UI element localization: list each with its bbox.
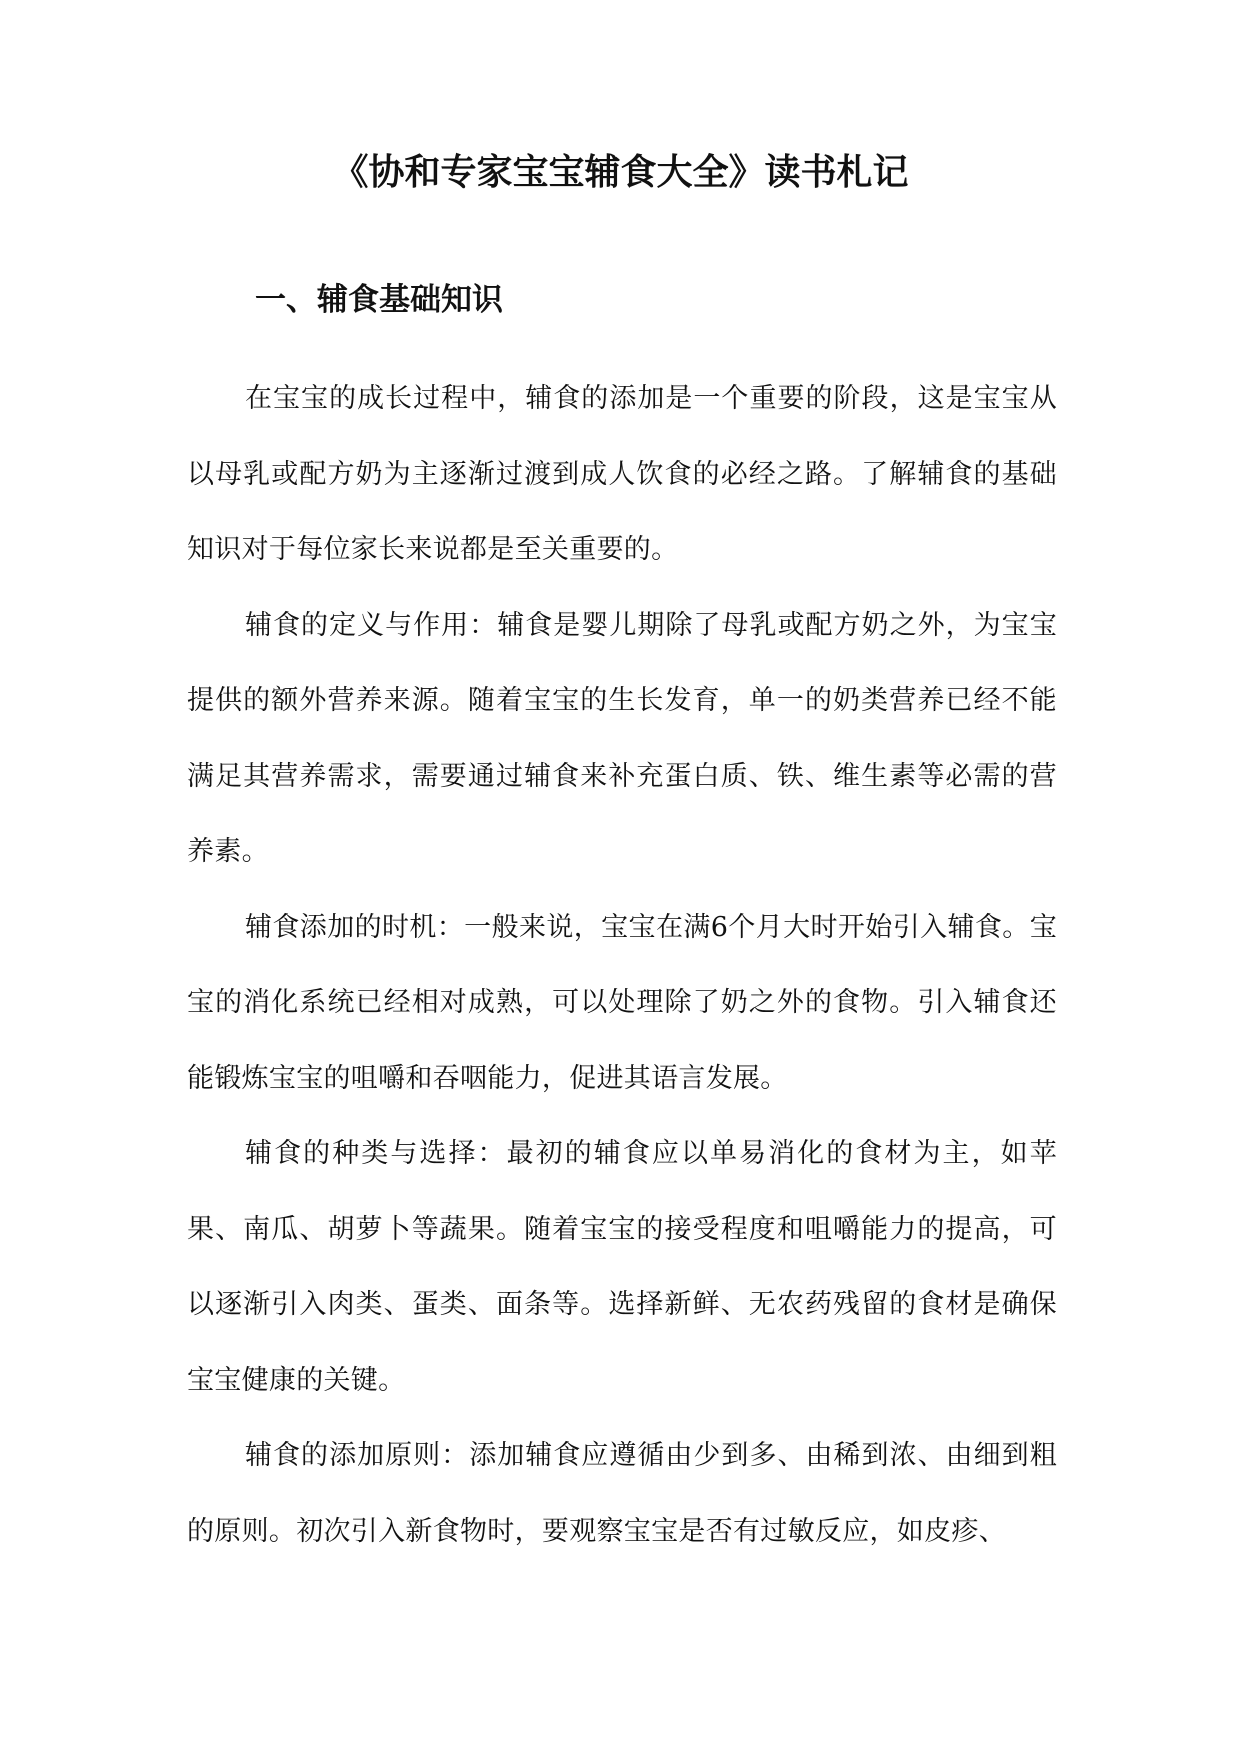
paragraph-types: 辅食的种类与选择：最初的辅食应以单易消化的食材为主，如苹果、南瓜、胡萝卜等蔬果。随着宝宝的接受程度和咀嚼能力的提高，可以逐渐引入肉类、蛋类、面条等。选择新鲜、无农药残留的食材是确保宝宝健康的关键。 <box>187 1138 1057 1396</box>
paragraph-definition: 辅食的定义与作用：辅食是婴儿期除了母乳或配方奶之外，为宝宝提供的额外营养来源。随着宝宝的生长发育，单一的奶类营养已经不能满足其营养需求，需要通过辅食来补充蛋白质、铁、维生素等必需的营养素。 <box>187 609 1057 867</box>
paragraph-principles: 辅食的添加原则：添加辅食应遵循由少到多、由稀到浓、由细到粗的原则。初次引入新食物时，要观察宝宝是否有过敏反应，如皮疹、 <box>187 1440 1057 1547</box>
section-heading: 一、辅食基础知识 <box>255 282 503 318</box>
body-text <box>187 361 1057 1569</box>
document-title: 《协和专家宝宝辅食大全》读书札记 <box>332 152 909 193</box>
paragraph-timing: 辅食添加的时机：一般来说，宝宝在满6个月大时开始引入辅食。宝宝的消化系统已经相对成熟，可以处理除了奶之外的食物。引入辅食还能锻炼宝宝的咀嚼和吞咽能力，促进其语言发展。 <box>187 911 1057 1094</box>
paragraph-intro: 在宝宝的成长过程中，辅食的添加是一个重要的阶段，这是宝宝从以母乳或配方奶为主逐渐过渡到成人饮食的必经之路。了解辅食的基础知识对于每位家长来说都是至关重要的。 <box>187 383 1057 565</box>
